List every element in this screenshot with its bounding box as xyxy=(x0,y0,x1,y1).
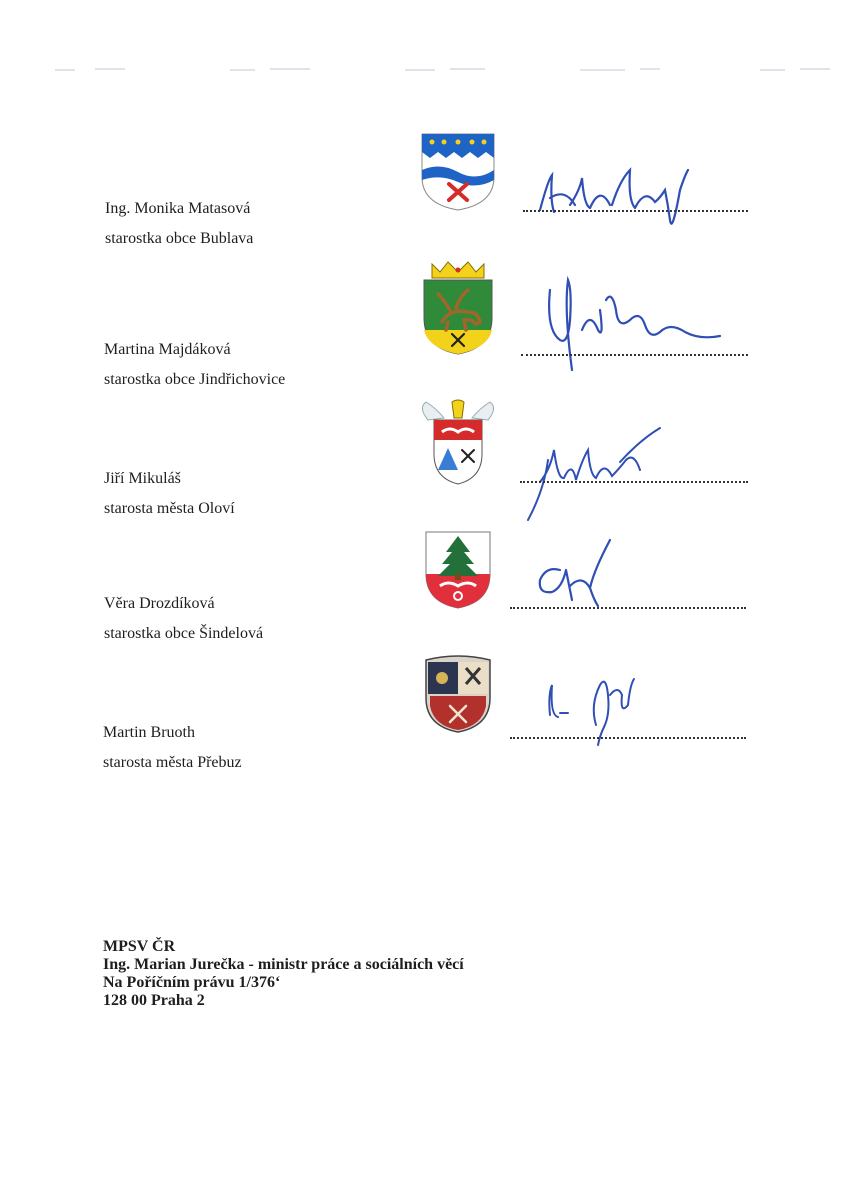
handwritten-signature-mikulas xyxy=(520,420,760,530)
address-line: Ing. Marian Jurečka - ministr práce a sociálních věcí xyxy=(103,956,464,973)
signer-name: Martina Majdáková xyxy=(104,341,231,358)
address-line: Na Poříčním právu 1/376‘ xyxy=(103,974,281,991)
signature-line xyxy=(510,607,746,609)
sindelova-coat-of-arms-icon xyxy=(424,530,492,610)
signer-name: Ing. Monika Matasová xyxy=(105,200,251,217)
prebuz-coat-of-arms-icon xyxy=(422,654,494,734)
olovi-coat-of-arms-icon xyxy=(418,398,498,488)
signature-line xyxy=(523,210,748,212)
signer-role: starostka obce Jindřichovice xyxy=(104,371,286,388)
handwritten-signature-bruoth xyxy=(510,655,750,755)
signer-name: Martin Bruoth xyxy=(103,724,195,741)
handwritten-signature-majdakova xyxy=(520,270,760,380)
signer-role: starostka obce Šindelová xyxy=(104,625,264,642)
signature-line xyxy=(521,354,748,356)
signer-name: Jiří Mikuláš xyxy=(104,470,181,487)
signer-name: Věra Drozdíková xyxy=(104,595,215,612)
address-line: 128 00 Praha 2 xyxy=(103,992,205,1009)
recipient-address xyxy=(103,938,464,1010)
bublava-coat-of-arms-icon xyxy=(420,132,496,212)
signature-line xyxy=(520,481,748,483)
signer-role: starosta města Oloví xyxy=(104,500,235,517)
handwritten-signature-matasova xyxy=(520,150,760,240)
jindrichovice-coat-of-arms-icon xyxy=(420,260,496,356)
signer-role: starostka obce Bublava xyxy=(105,230,254,247)
signer-role: starosta města Přebuz xyxy=(103,754,242,771)
address-line: MPSV ČR xyxy=(103,938,176,955)
signature-line xyxy=(510,737,746,739)
